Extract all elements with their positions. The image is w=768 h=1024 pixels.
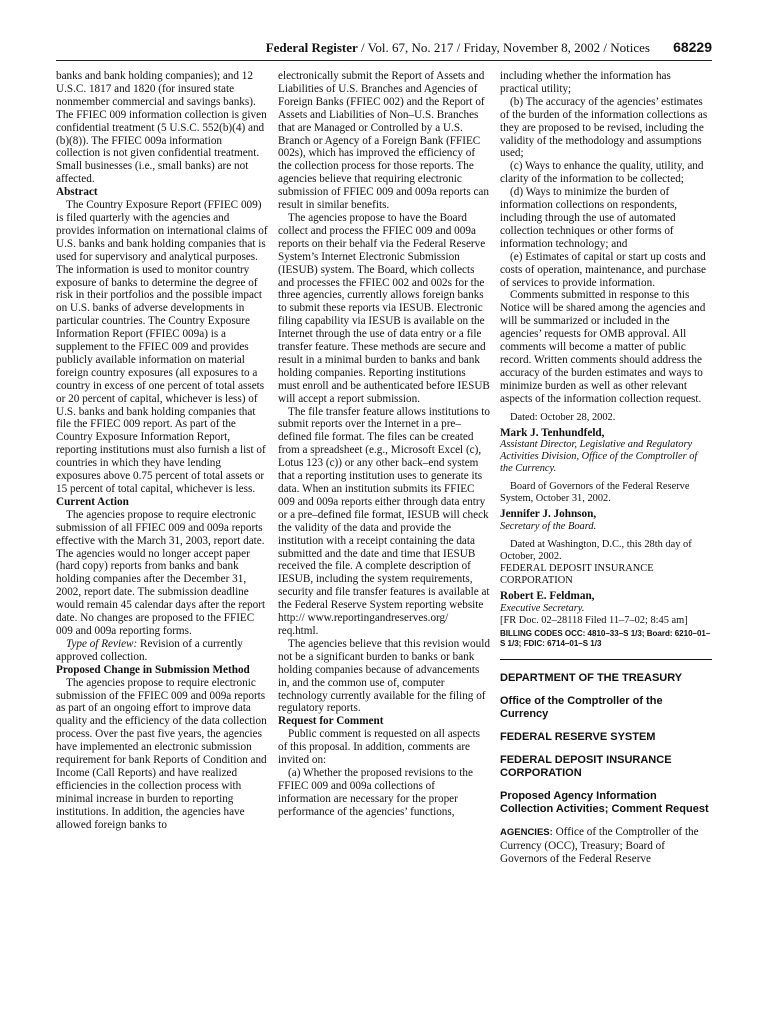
- column-1: [56, 70, 268, 831]
- type-of-review-label: Type of Review:: [66, 637, 138, 650]
- billing-codes: BILLING CODES OCC: 4810–33–S 1/3; Board: 6210–01–S 1/3; FDIC: 6714–01–S 1/3: [500, 629, 711, 649]
- type-of-review-text: Revision of a currently approved collection.: [56, 637, 243, 663]
- fdic-line: FEDERAL DEPOSIT INSURANCE CORPORATION: [500, 563, 654, 587]
- signatory-name: Mark J. Tenhundfeld,: [500, 426, 605, 439]
- paragraph: The Country Exposure Report (FFIEC 009) is filed quarterly with the agencies and provides information on international claims of U.S. banks and bank holding companies that is used for supervisory and analytical purposes. The information is used to monitor country exposure of banks to determine the degree of risk in their portfolios and the possible impact on U.S. banks of adverse developments in particular countries. The Country Exposure Information Report (FFIEC 009a) is a supplement to the FFIEC 009 and provides publicly available information on material foreign country exposures (all exposures to a country in excess of one percent of total assets or 20 percent of capital, whichever is less) of U.S. banks and bank holding companies that file the FFIEC 009 report. As part of the Country Exposure Information Report, reporting institutions must also furnish a list of countries in which they have lending exposures above 0.75 percent of total assets or 15 percent of total capital, whichever is less.: [56, 199, 268, 495]
- section-heading-current-action: Current Action: [56, 495, 129, 508]
- signatory-title: Secretary of the Board.: [500, 521, 597, 533]
- column-3: [500, 70, 712, 866]
- dated-line: Dated: October 28, 2002.: [510, 411, 616, 423]
- citation-text: / Vol. 67, No. 217 / Friday, November 8, 2002 / Notices: [357, 40, 650, 55]
- section-heading-abstract: Abstract: [56, 186, 98, 199]
- paragraph: The agencies propose to require electronic submission of all FFIEC 009 and 009a reports effective with the March 31, 2003, report date. The agencies would no longer accept paper (hard copy) reports from banks and bank holding companies after the December 31, 2002, report date. The submission deadline would remain 45 calendar days after the report date. No changes are proposed to the FFIEC 009 and 009a reporting forms.: [56, 508, 266, 637]
- agency-heading: FEDERAL RESERVE SYSTEM: [500, 731, 656, 744]
- signatory-name: Jennifer J. Johnson,: [500, 508, 597, 521]
- paragraph: (e) Estimates of capital or start up costs and costs of operation, maintenance, and purchase of services to provide information.: [500, 250, 706, 289]
- paragraph: (c) Ways to enhance the quality, utility, and clarity of the information to be collected;: [500, 160, 704, 186]
- paragraph: (a) Whether the proposed revisions to the FFIEC 009 and 009a collections of information are necessary for the proper performance of the agencies’ functions,: [278, 766, 473, 818]
- journal-name: Federal Register: [265, 40, 358, 55]
- paragraph: banks and bank holding companies); and 12 U.S.C. 1817 and 1820 (for insured state nonmember commercial and savings banks). The FFIEC 009 information collection is given confidential treatment (5 U.S.C. 552(b)(4) and (b)(8)). The FFIEC 009a information collection is not given confidential treatment. Small businesses (i.e., small banks) are not affected.: [56, 70, 267, 186]
- agencies-paragraph: [500, 826, 712, 866]
- column-2: [278, 70, 490, 819]
- header-citation: [266, 40, 650, 56]
- section-heading-proposed-change: Proposed Change in Submission Method: [56, 663, 250, 676]
- paragraph: The file transfer feature allows institutions to submit reports over the Internet in a pre–defined file format. The files can be created from a spreadsheet (e.g., Microsoft Excel (c), Lotus 123 (c)) or any other back–end system that a reporting institution uses to generate its data. When an institution submits its FFIEC 009 and 009a reports either through data entry or a pre–defined file format, IESUB will check the validity of the data and provide the institution with a receipt containing the data submitted and the date and time that IESUB received the file. A complete description of IESUB, including the system requirements, security and file transfer features is available at the Federal Reserve System reporting website http:// www.reportingandreserves.org/ req.html.: [278, 405, 490, 637]
- paragraph: The agencies propose to have the Board collect and process the FFIEC 009 and 009a reports on their behalf via the Federal Reserve System’s Internet Electronic Submission (IESUB) system. The Board, which collects and processes the FFIEC 002 and 002s for the three agencies, currently allows foreign banks to submit these reports via IESUB. Electronic filing capability via IESUB is available on the Internet through the use of data entry or a file transfer feature. These methods are secure and result in a minimal burden to banks and bank holding companies. Reporting institutions must enroll and be authenticated before IESUB will accept a report submission.: [278, 211, 490, 405]
- paragraph: Public comment is requested on all aspects of this proposal. In addition, comments are invited on:: [278, 728, 481, 767]
- agency-heading: Office of the Comptroller of the Currency: [500, 695, 663, 721]
- board-line: Board of Governors of the Federal Reserve System, October 31, 2002.: [500, 481, 690, 505]
- agency-heading: DEPARTMENT OF THE TREASURY: [500, 672, 683, 685]
- type-of-review: [56, 638, 268, 664]
- section-heading-request-for-comment: Request for Comment: [278, 715, 384, 728]
- header-rule: [56, 60, 712, 61]
- page-header: [56, 40, 712, 60]
- signatory-title: Executive Secretary.: [500, 603, 585, 615]
- notice-title: Proposed Agency Information Collection Activities; Comment Request: [500, 790, 709, 816]
- agency-heading: FEDERAL DEPOSIT INSURANCE CORPORATION: [500, 754, 672, 780]
- paragraph: The agencies believe that this revision would not be a significant burden to banks or bank holding companies because of advancements in, and the common use of, computer technology currently available for the filing of regulatory reports.: [278, 637, 490, 715]
- paragraph: (b) The accuracy of the agencies’ estimates of the burden of the information collections as they are proposed to be revised, including the validity of the methodology and assumptions used;: [500, 95, 708, 160]
- section-divider: [500, 659, 712, 660]
- agencies-label: AGENCIES:: [500, 827, 553, 839]
- signatory-name: Robert E. Feldman,: [500, 590, 595, 603]
- signatory-title: Assistant Director, Legislative and Regulatory Activities Division, Office of the Comptroller of the Currency.: [500, 439, 698, 475]
- page-number: 68229: [673, 39, 712, 55]
- paragraph: including whether the information has practical utility;: [500, 70, 671, 95]
- agencies-text: Office of the Comptroller of the Currency (OCC), Treasury; Board of Governors of the Federal Reserve: [500, 826, 699, 866]
- fr-doc-line: [FR Doc. 02–28118 Filed 11–7–02; 8:45 am]: [500, 615, 688, 627]
- dated-line: Dated at Washington, D.C., this 28th day of October, 2002.: [500, 539, 692, 563]
- paragraph: Comments submitted in response to this Notice will be shared among the agencies and will be summarized or included in the agencies’ requests for OMB approval. All comments will become a matter of public record. Written comments should address the accuracy of the burden estimates and ways to minimize burden as well as other relevant aspects of the information collection request.: [500, 289, 706, 405]
- paragraph: (d) Ways to minimize the burden of information collections on respondents, including through the use of automated collection techniques or other forms of information technology; and: [500, 186, 678, 250]
- paragraph: electronically submit the Report of Assets and Liabilities of U.S. Branches and Agencies of Foreign Banks (FFIEC 002) and the Report of Assets and Liabilities of Non–U.S. Branches that are Managed or Controlled by a U.S. Branch or Agency of a Foreign Bank (FFIEC 002s), which has improved the efficiency of the collection process for those reports. The agencies believe that requiring electronic submission of FFIEC 009 and 009a reports can result in similar benefits.: [278, 70, 489, 212]
- paragraph: The agencies propose to require electronic submission of the FFIEC 009 and 009a reports as part of an ongoing effort to improve data quality and the efficiency of the data collection process. Over the past five years, the agencies have implemented an electronic submission requirement for bank Reports of Condition and Income (Call Reports) and have realized efficiencies in the collection process with minimal increase in burden to reporting institutions. In addition, the agencies have allowed foreign banks to: [56, 676, 267, 831]
